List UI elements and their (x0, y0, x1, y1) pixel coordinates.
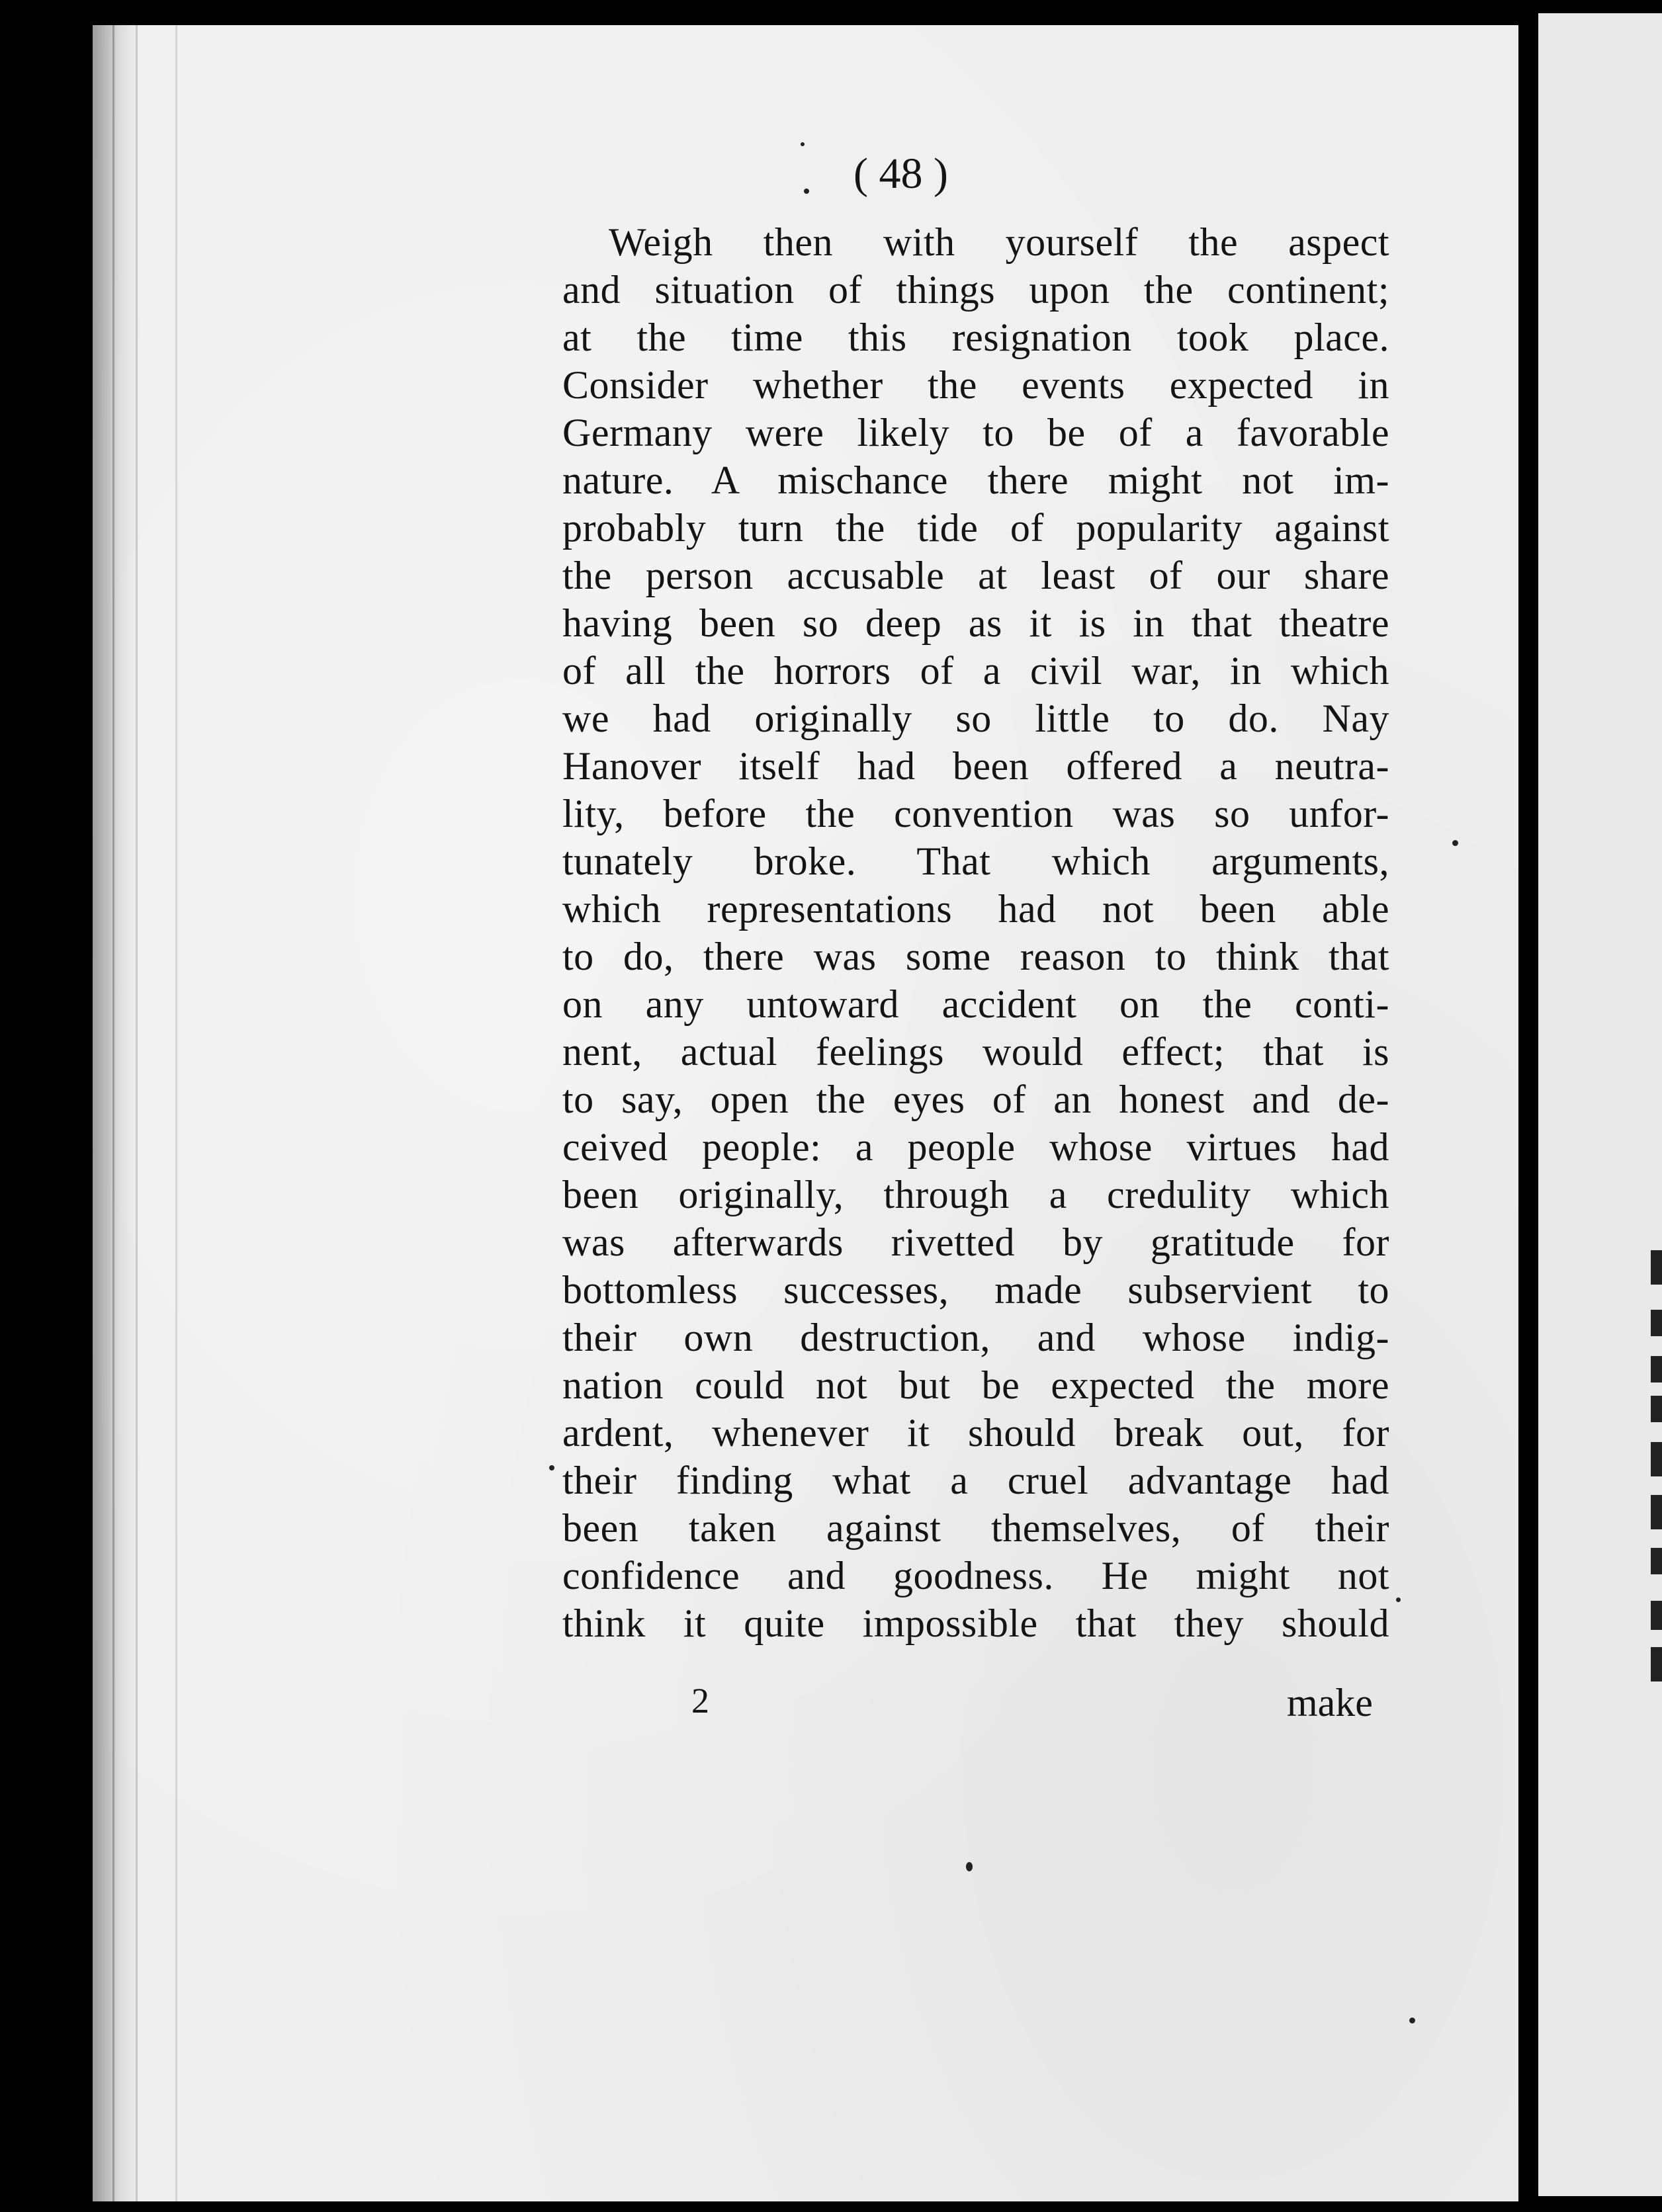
text-line: bottomless successes, made subservient to (562, 1268, 1389, 1312)
text-line: having been so deep as it is in that theatre (562, 601, 1389, 645)
text-line: ardent, whenever it should break out, for (562, 1411, 1389, 1455)
ink-speck (1409, 2018, 1415, 2023)
page-fold-line (136, 25, 138, 2201)
text-line: on any untoward accident on the conti- (562, 982, 1389, 1026)
text-line: been originally, through a credulity which (562, 1173, 1389, 1216)
text-line: tunately broke. That which arguments, (562, 839, 1389, 883)
text-line: at the time this resignation took place. (562, 316, 1389, 359)
catchword: make (1287, 1681, 1373, 1724)
ink-speck (1396, 1597, 1401, 1602)
text-line: to do, there was some reason to think that (562, 935, 1389, 978)
text-line: Hanover itself had been offered a neutra- (562, 744, 1389, 788)
gutter-shadow (93, 25, 139, 2201)
ink-speck (801, 142, 805, 146)
text-line: ceived people: a people whose virtues had (562, 1125, 1389, 1169)
text-line: their own destruction, and whose indig- (562, 1316, 1389, 1359)
text-line: was afterwards rivetted by gratitude for (562, 1220, 1389, 1264)
text-line: we had originally so little to do. Nay (562, 697, 1389, 740)
text-line: and situation of things upon the continent; (562, 268, 1389, 312)
ink-speck (804, 189, 809, 194)
text-line: nation could not but be expected the more (562, 1363, 1389, 1407)
ink-speck (966, 1862, 973, 1871)
page-number-header: ( 48 ) (853, 149, 948, 198)
text-line: think it quite impossible that they should (562, 1601, 1389, 1645)
text-line: Germany were likely to be of a favorable (562, 411, 1389, 454)
text-line: the person accusable at least of our share (562, 554, 1389, 597)
text-line: nature. A mischance there might not im- (562, 458, 1389, 502)
text-line: Weigh then with yourself the aspect (609, 220, 1389, 264)
page-fold-line (112, 25, 114, 2201)
text-line: lity, before the convention was so unfor- (562, 792, 1389, 835)
text-line: which representations had not been able (562, 887, 1389, 931)
adjacent-page-fragment (1538, 13, 1662, 2196)
ink-speck (549, 1465, 554, 1470)
text-line: been taken against themselves, of their (562, 1506, 1389, 1550)
text-line: of all the horrors of a civil war, in which (562, 649, 1389, 693)
text-line: probably turn the tide of popularity against (562, 506, 1389, 550)
text-line: to say, open the eyes of an honest and de- (562, 1078, 1389, 1121)
page-edge-shadow (1518, 0, 1538, 2212)
ink-speck (1452, 840, 1458, 846)
text-line: their finding what a cruel advantage had (562, 1459, 1389, 1502)
page-fold-line (175, 25, 177, 2201)
signature-mark: 2 (691, 1681, 709, 1721)
text-line: Consider whether the events expected in (562, 363, 1389, 407)
text-line: nent, actual feelings would effect; that is (562, 1030, 1389, 1074)
text-line: confidence and goodness. He might not (562, 1554, 1389, 1597)
